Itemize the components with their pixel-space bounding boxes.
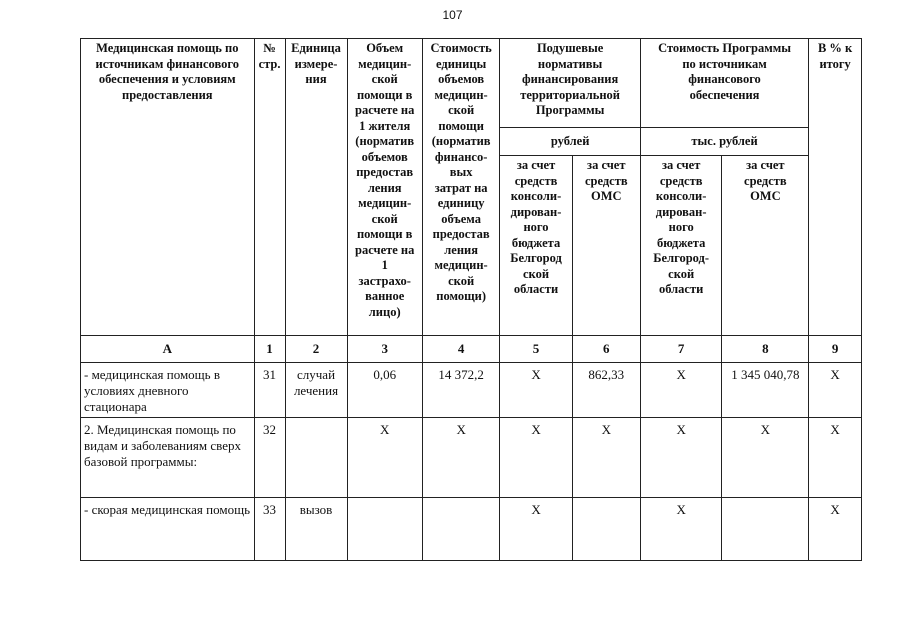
- header-group-cost: Стоимость Программы по источникам финансового обеспечения: [640, 39, 808, 128]
- row-cost-budget: Х: [640, 417, 722, 497]
- row-per-capita-oms: Х: [572, 417, 640, 497]
- header-row-1: [81, 39, 862, 128]
- row-unit: [285, 417, 347, 497]
- header-col-6: за счет средств ОМС: [572, 156, 640, 336]
- table-row: [81, 497, 862, 560]
- column-number: 5: [500, 336, 572, 363]
- header-col-3: Объем медицин- ской помощи в расчете на 1 жителя (норматив объемов предостав ления медицин- ской помощи в расчете на 1 застрахо- ванное лицо): [347, 39, 422, 336]
- row-percent: Х: [809, 362, 862, 417]
- page-number: 107: [442, 8, 463, 22]
- row-cost-oms: [722, 497, 809, 560]
- row-label: - медицинская помощь в условиях дневного стационара: [81, 362, 255, 417]
- header-col-1: № стр.: [254, 39, 285, 336]
- header-col-8: за счет средств ОМС: [722, 156, 809, 336]
- row-cost-oms: 1 345 040,78: [722, 362, 809, 417]
- row-unit-cost: Х: [422, 417, 499, 497]
- table-row: [81, 362, 862, 417]
- row-cost-budget: Х: [640, 362, 722, 417]
- column-number: 9: [809, 336, 862, 363]
- row-volume: Х: [347, 417, 422, 497]
- row-percent: Х: [809, 417, 862, 497]
- row-per-capita-budget: Х: [500, 417, 572, 497]
- row-unit-cost: 14 372,2: [422, 362, 499, 417]
- header-col-7: за счет средств консоли- дирован- ного бюджета Белгород- ской области: [640, 156, 722, 336]
- row-label: - скорая медицинская помощь: [81, 497, 255, 560]
- row-volume: [347, 497, 422, 560]
- column-number-row: [81, 336, 862, 363]
- column-number: 6: [572, 336, 640, 363]
- header-unit-thous-rub: тыс. рублей: [640, 128, 808, 156]
- header-group-per-capita: Подушевые нормативы финансирования территориальной Программы: [500, 39, 640, 128]
- header-col-2: Единица измере- ния: [285, 39, 347, 336]
- row-unit: вызов: [285, 497, 347, 560]
- row-number: 33: [254, 497, 285, 560]
- row-per-capita-oms: 862,33: [572, 362, 640, 417]
- column-number: 3: [347, 336, 422, 363]
- table-row: [81, 417, 862, 497]
- header-col-4: Стоимость единицы объемов медицин- ской помощи (норматив финансо- вых затрат на единицу объема предостав ления медицин- ской помощи): [422, 39, 499, 336]
- column-number: А: [81, 336, 255, 363]
- financing-table: [80, 38, 862, 561]
- header-col-9: В % к итогу: [809, 39, 862, 336]
- row-number: 32: [254, 417, 285, 497]
- column-number: 4: [422, 336, 499, 363]
- row-per-capita-oms: [572, 497, 640, 560]
- row-cost-budget: Х: [640, 497, 722, 560]
- row-volume: 0,06: [347, 362, 422, 417]
- header-col-5: за счет средств консоли- дирован- ного бюджета Белгород ской области: [500, 156, 572, 336]
- row-unit-cost: [422, 497, 499, 560]
- row-unit: случай лечения: [285, 362, 347, 417]
- row-number: 31: [254, 362, 285, 417]
- column-number: 1: [254, 336, 285, 363]
- column-number: 8: [722, 336, 809, 363]
- header-col-a: Медицинская помощь по источникам финансового обеспечения и условиям предоставления: [81, 39, 255, 336]
- row-percent: Х: [809, 497, 862, 560]
- column-number: 2: [285, 336, 347, 363]
- row-label: 2. Медицинская помощь по видам и заболеваниям сверх базовой программы:: [81, 417, 255, 497]
- header-unit-rub: рублей: [500, 128, 640, 156]
- column-number: 7: [640, 336, 722, 363]
- row-per-capita-budget: Х: [500, 497, 572, 560]
- row-per-capita-budget: Х: [500, 362, 572, 417]
- row-cost-oms: Х: [722, 417, 809, 497]
